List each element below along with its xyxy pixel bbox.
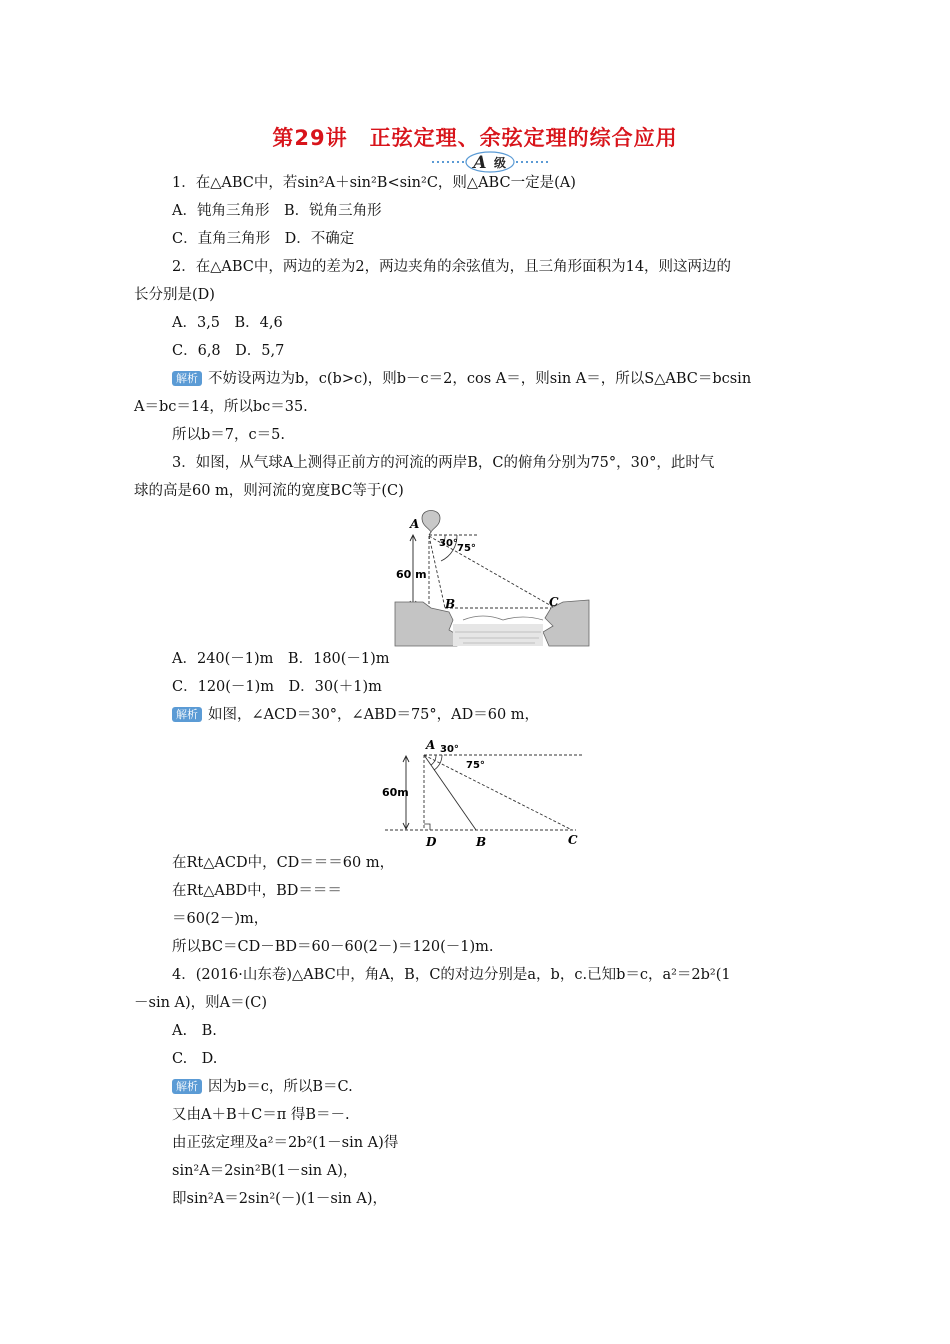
q3-stem-cont: 球的高是60 m，则河流的宽度BC等于(C) xyxy=(134,483,404,499)
q3-options-ab: A．240(－1)m B．180(－1)m xyxy=(172,651,390,667)
q1-options-cd: C．直角三角形 D．不确定 xyxy=(172,231,355,247)
fig2-height: 60m xyxy=(382,786,409,799)
fig2-angle-30: 30° xyxy=(440,744,459,755)
balloon-river-figure xyxy=(393,508,593,648)
q4-analysis-text: 因为b＝c，所以B＝C. xyxy=(208,1079,353,1095)
q2-options-ab: A．3,5 B．4,6 xyxy=(172,315,283,331)
q2-analysis-result: 所以b＝7，c＝5. xyxy=(172,427,285,443)
q4-stem-cont: －sin A)，则A＝(C) xyxy=(134,995,268,1011)
fig2-label-d: D xyxy=(426,835,437,849)
q4-step-1: 又由A＋B＋C＝π 得B＝－. xyxy=(172,1107,350,1123)
q2-options-cd: C．6,8 D．5,7 xyxy=(172,343,285,359)
analysis-badge: 解析 xyxy=(172,371,202,386)
q3-options-cd: C．120(－1)m D．30(＋1)m xyxy=(172,679,382,695)
q2-analysis-text: 不妨设两边为b，c(b>c)，则b－c＝2，cos A＝，则sin A＝，所以S△ABC＝bcsin xyxy=(208,371,752,387)
q3-step-bd: 在Rt△ABD中，BD＝＝＝ xyxy=(172,883,342,899)
q3-analysis xyxy=(172,705,539,725)
q4-step-3: sin²A＝2sin²B(1－sin A)， xyxy=(172,1163,358,1179)
fig2-angle-75: 75° xyxy=(466,760,485,771)
q1-options-ab: A．钝角三角形 B．锐角三角形 xyxy=(172,203,382,219)
q3-step-bd-value: ＝60(2－)m， xyxy=(172,911,269,927)
q4-stem: 4．(2016·山东卷)△ABC中，角A，B，C的对边分别是a，b，c.已知b＝c，a²＝2b²(1 xyxy=(172,967,731,983)
fig2-label-c: C xyxy=(568,833,578,847)
fig1-label-b: B xyxy=(445,597,456,611)
q1-stem: 1．在△ABC中，若sin²A＋sin²B<sin²C，则△ABC一定是(A) xyxy=(172,175,576,191)
fig1-height: 60 m xyxy=(396,568,427,581)
fig2-label-a: A xyxy=(426,738,436,752)
q2-analysis xyxy=(172,369,751,389)
q3-step-cd: 在Rt△ACD中，CD＝＝＝60 m， xyxy=(172,855,395,871)
q4-options-cd: C. D. xyxy=(172,1051,218,1067)
analysis-badge: 解析 xyxy=(172,707,202,722)
q3-analysis-text: 如图，∠ACD＝30°，∠ABD＝75°，AD＝60 m， xyxy=(208,707,540,723)
q4-step-4: 即sin²A＝2sin²(－)(1－sin A)， xyxy=(172,1191,388,1207)
level-letter: A xyxy=(473,153,487,173)
fig1-label-c: C xyxy=(549,595,559,609)
level-badge xyxy=(430,151,550,173)
q3-stem: 3．如图，从气球A上测得正前方的河流的两岸B，C的俯角分别为75°，30°，此时气 xyxy=(172,455,715,471)
fig2-label-b: B xyxy=(476,835,487,849)
q4-analysis xyxy=(172,1077,353,1097)
q4-options-ab: A. B. xyxy=(172,1023,217,1039)
fig1-label-a: A xyxy=(410,517,420,531)
q2-analysis-cont: A＝bc＝14，所以bc＝35. xyxy=(134,399,308,415)
page-title: 第29讲 正弦定理、余弦定理的综合应用 xyxy=(272,126,678,150)
level-text: 级 xyxy=(493,156,507,170)
fig1-angle-30: 30° xyxy=(439,538,458,549)
q2-stem: 2．在△ABC中，两边的差为2，两边夹角的余弦值为，且三角形面积为14，则这两边的 xyxy=(172,259,732,275)
analysis-badge: 解析 xyxy=(172,1079,202,1094)
right-triangle-figure xyxy=(380,735,600,851)
q3-step-bc: 所以BC＝CD－BD＝60－60(2－)＝120(－1)m. xyxy=(172,939,494,955)
fig1-angle-75: 75° xyxy=(457,543,476,554)
q2-stem-cont: 长分别是(D) xyxy=(134,287,215,303)
q4-step-2: 由正弦定理及a²＝2b²(1－sin A)得 xyxy=(172,1135,399,1151)
